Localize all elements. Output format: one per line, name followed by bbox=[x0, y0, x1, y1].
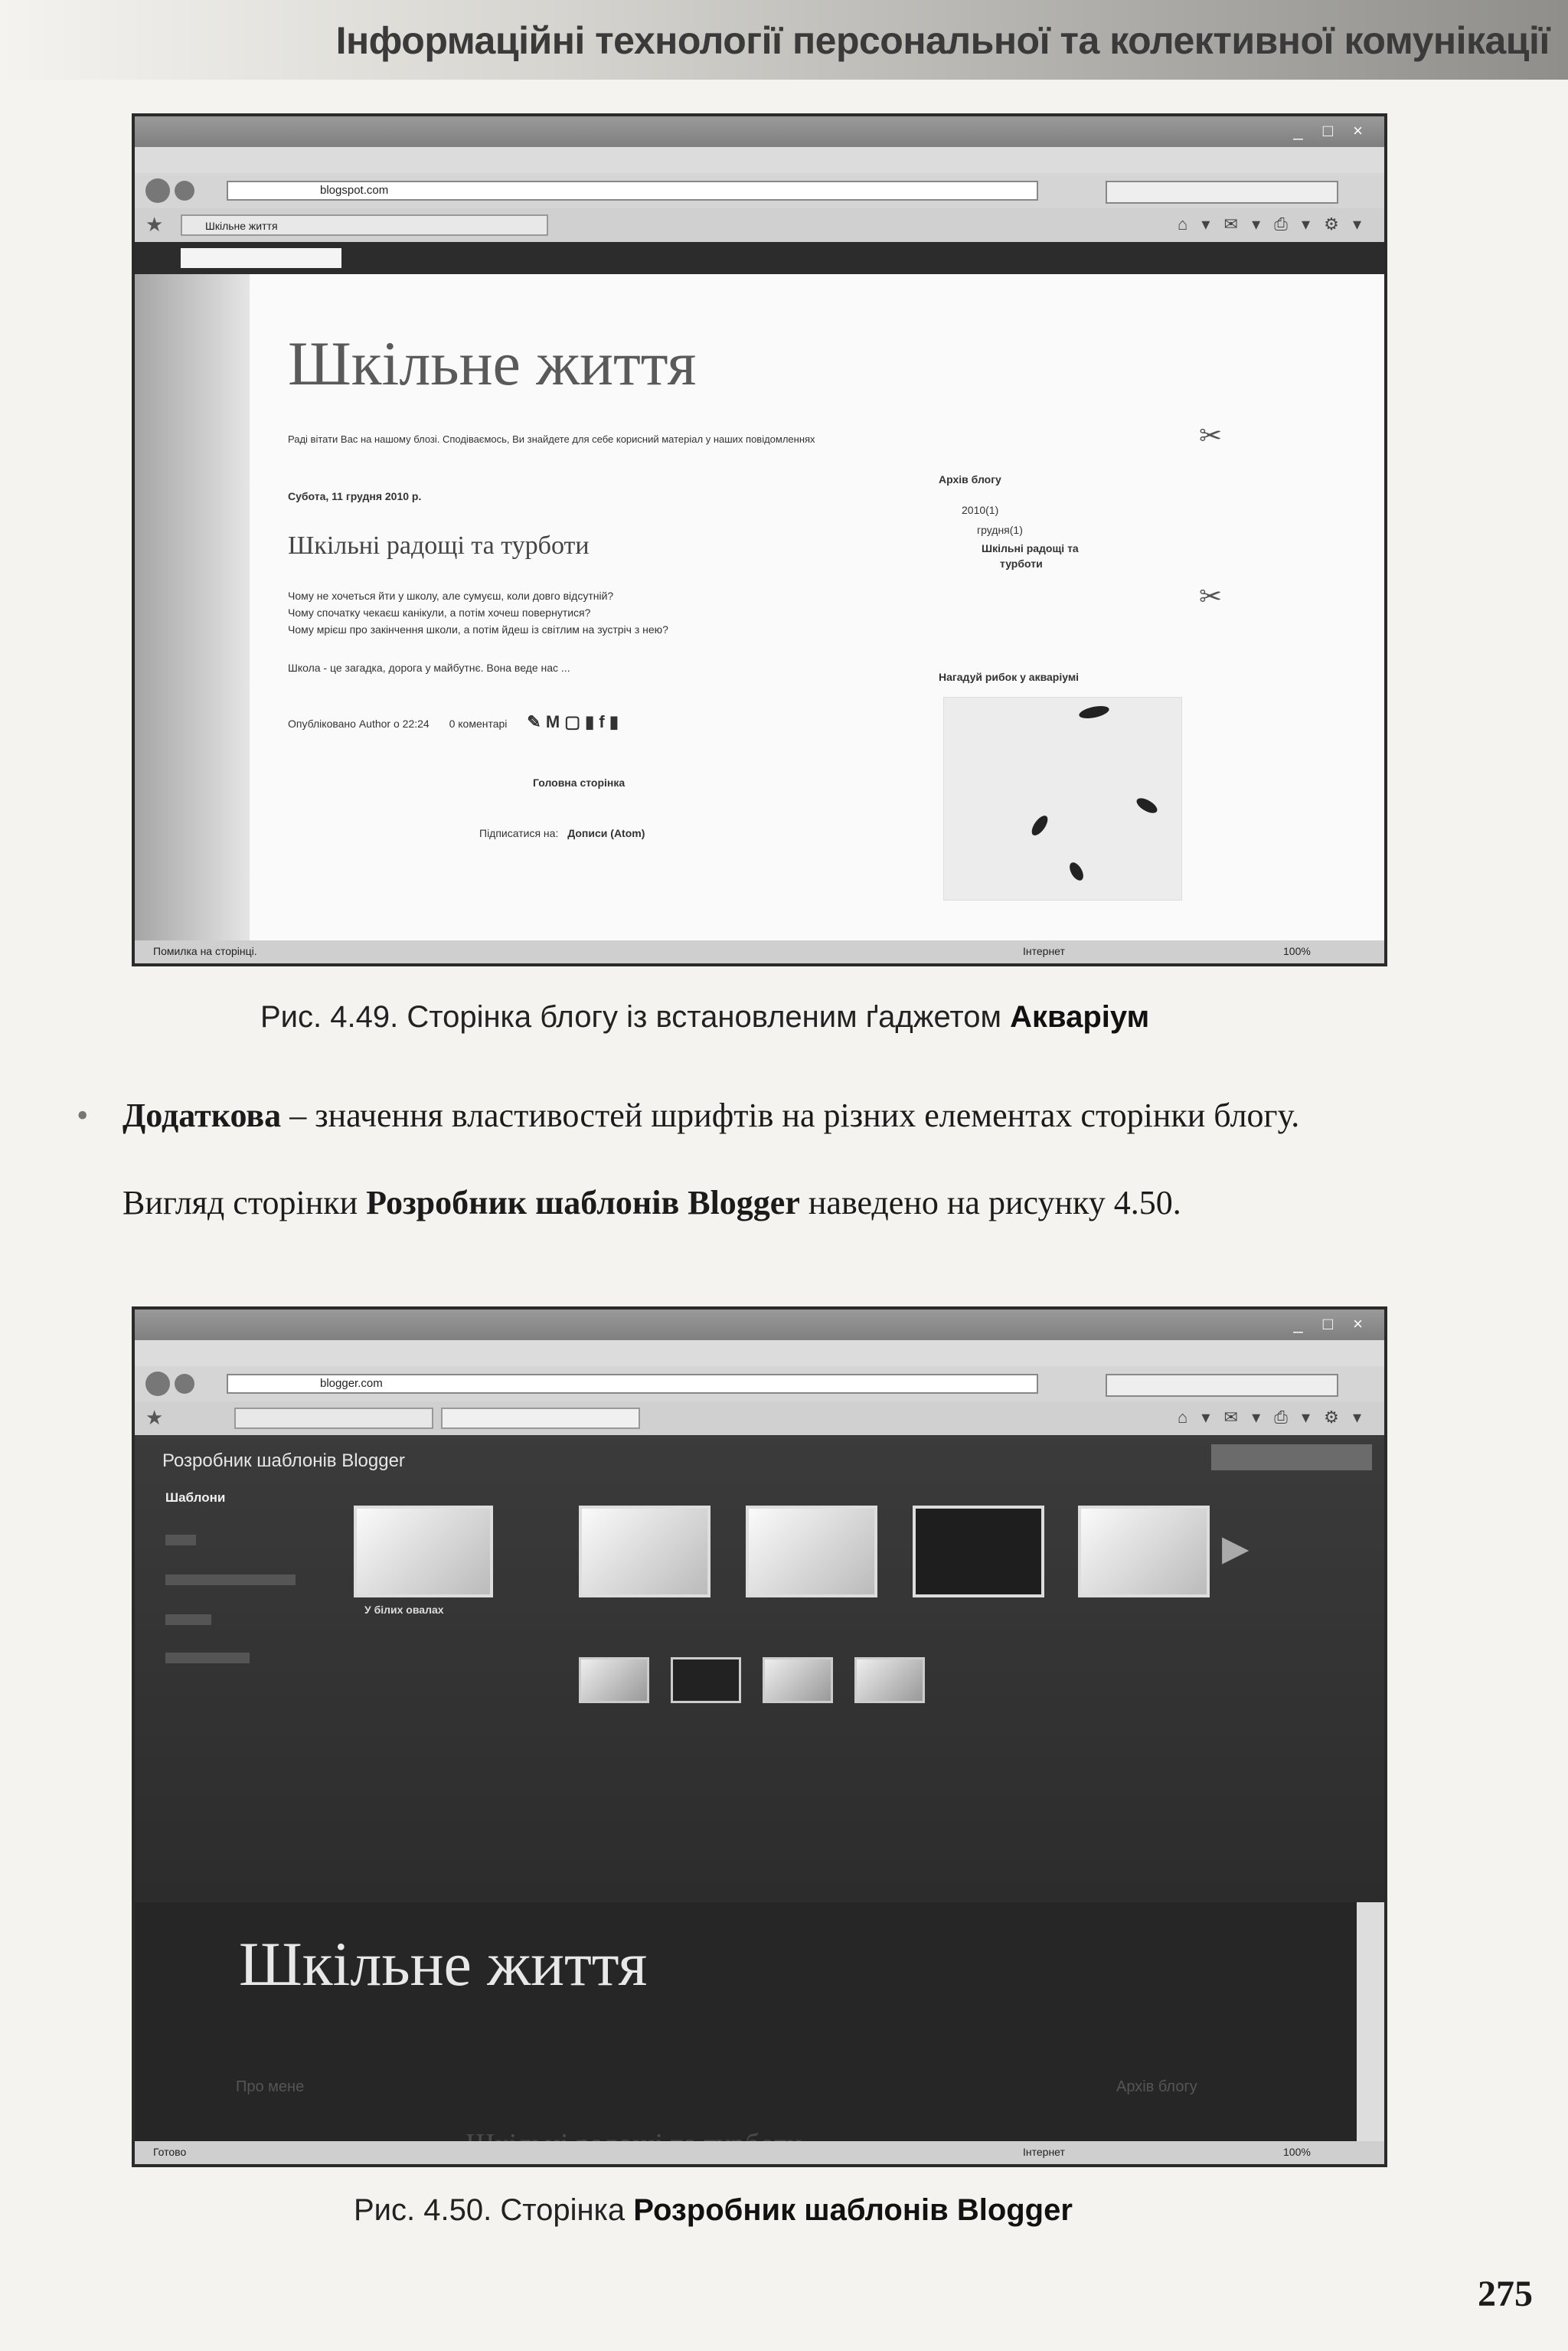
subscribe-atom-link[interactable]: Дописи (Atom) bbox=[567, 827, 645, 839]
browser-statusbar bbox=[135, 2141, 1384, 2164]
post-line-1: Чому не хочеться йти у школу, але сумуєш, коли довго відсутній? bbox=[288, 590, 614, 602]
archive-post-2[interactable]: турботи bbox=[1000, 558, 1043, 570]
edit-tool-icon[interactable]: ✂ bbox=[1199, 420, 1223, 451]
post-footer bbox=[288, 712, 619, 732]
preview-blog-title: Шкільне життя bbox=[239, 1929, 648, 1999]
tab-blog[interactable] bbox=[234, 1408, 433, 1429]
variant-thumb[interactable] bbox=[579, 1657, 649, 1703]
template-thumb-selected[interactable] bbox=[354, 1506, 493, 1597]
browser-titlebar bbox=[135, 116, 1384, 147]
blog-preview bbox=[135, 1902, 1357, 2141]
subscribe-line bbox=[479, 827, 645, 839]
preview-scrollbar[interactable] bbox=[1357, 1902, 1384, 2141]
apply-to-blog-button[interactable] bbox=[1211, 1444, 1372, 1470]
address-input[interactable]: blogspot.com bbox=[227, 181, 1038, 201]
figure-4-49-screenshot bbox=[132, 113, 1387, 966]
tab-blog[interactable]: Шкільне життя bbox=[181, 214, 548, 236]
favorites-bar bbox=[135, 1401, 1384, 1435]
browser-address-bar bbox=[135, 173, 1384, 208]
template-designer-panel bbox=[135, 1435, 1384, 1902]
post-author: Опубліковано Author о 22:24 bbox=[288, 718, 430, 730]
term-additional: Додаткова bbox=[122, 1097, 282, 1134]
variant-thumb[interactable] bbox=[671, 1657, 741, 1703]
browser-statusbar bbox=[135, 940, 1384, 963]
post-line-2: Чому спочатку чекаєш канікули, а потім хочеш повернутися? bbox=[288, 607, 591, 619]
caption-2-prefix: Рис. 4.50. Сторінка bbox=[354, 2193, 634, 2227]
fish-icon[interactable] bbox=[1029, 813, 1051, 839]
body-bullet-paragraph bbox=[77, 1094, 1485, 1138]
blog-title: Шкільне життя bbox=[288, 329, 697, 398]
variant-thumb[interactable] bbox=[854, 1657, 925, 1703]
term-definition: – значення властивостей шрифтів на різних елементах сторінки блогу. bbox=[281, 1097, 1300, 1134]
variant-thumb[interactable] bbox=[763, 1657, 833, 1703]
toolbar-icons[interactable]: ⌂ ▾ ✉ ▾ ⎙ ▾ ⚙ ▾ bbox=[1177, 214, 1366, 234]
preview-archive-title: Архів блогу bbox=[1116, 2078, 1197, 2095]
fish-icon[interactable] bbox=[1078, 704, 1110, 721]
browser-menubar bbox=[135, 147, 1384, 173]
search-input[interactable] bbox=[1106, 1374, 1338, 1397]
favorites-star-icon[interactable]: ★ bbox=[145, 1406, 164, 1429]
bullet-marker: • bbox=[77, 1097, 89, 1134]
template-label: У білих овалах bbox=[364, 1604, 444, 1616]
figure-4-50-screenshot bbox=[132, 1306, 1387, 2167]
post-extra: Школа - це загадка, дорога у майбутнє. Вона веде нас ... bbox=[288, 662, 570, 674]
blogger-navbar bbox=[135, 242, 1384, 274]
status-text: Помилка на сторінці. bbox=[153, 945, 257, 957]
status-text: Готово bbox=[153, 2146, 187, 2158]
search-input[interactable] bbox=[1106, 181, 1338, 204]
window-controls-icon[interactable]: _ □ × bbox=[1293, 1314, 1370, 1333]
gadget-title: Нагадуй рибок у акваріумі bbox=[939, 671, 1080, 683]
address-input[interactable]: blogger.com bbox=[227, 1374, 1038, 1394]
edit-tool-icon-2[interactable]: ✂ bbox=[1199, 580, 1223, 612]
status-zone: Інтернет bbox=[1023, 945, 1065, 957]
browser-address-bar bbox=[135, 1366, 1384, 1401]
browser-titlebar bbox=[135, 1310, 1384, 1340]
blogger-search-box[interactable] bbox=[181, 248, 341, 268]
page-number: 275 bbox=[1478, 2274, 1533, 2314]
post-line-3: Чому мрієш про закінчення школи, а потім йдеш із світлим на зустріч з нею? bbox=[288, 623, 668, 636]
post-date: Субота, 11 грудня 2010 р. bbox=[288, 490, 422, 502]
home-page-link[interactable]: Головна сторінка bbox=[533, 777, 626, 789]
browser-menubar bbox=[135, 1340, 1384, 1366]
next-templates-arrow-icon[interactable]: ▶ bbox=[1222, 1528, 1250, 1568]
nav-item[interactable] bbox=[165, 1653, 250, 1663]
nav-templates[interactable]: Шаблони bbox=[165, 1490, 226, 1505]
status-zoom[interactable]: 100% bbox=[1283, 945, 1311, 957]
template-thumb[interactable] bbox=[579, 1506, 710, 1597]
window-controls-icon[interactable]: _ □ × bbox=[1293, 121, 1370, 140]
archive-month[interactable]: грудня(1) bbox=[977, 524, 1023, 536]
caption-1-bold: Акваріум bbox=[1010, 1000, 1150, 1034]
post-title[interactable]: Шкільні радощі та турботи bbox=[288, 531, 590, 560]
subscribe-prefix: Підписатися на: bbox=[479, 827, 559, 839]
favorites-star-icon[interactable]: ★ bbox=[145, 213, 164, 236]
back-icon[interactable] bbox=[145, 178, 170, 203]
blog-subtitle: Раді вітати Вас на нашому блозі. Сподіваємось, Ви знайдете для себе корисний матеріал у наших повідомленнях bbox=[288, 433, 815, 445]
fish-icon[interactable] bbox=[1067, 860, 1086, 883]
page-header-title: Інформаційні технології персональної та колективної комунікації bbox=[335, 19, 1550, 62]
nav-item[interactable] bbox=[165, 1614, 211, 1625]
tab-designer[interactable] bbox=[441, 1408, 640, 1429]
template-thumb[interactable] bbox=[1078, 1506, 1210, 1597]
archive-title: Архів блогу bbox=[939, 473, 1001, 486]
share-buttons-icon[interactable]: ✎ M ▢ ▮ f ▮ bbox=[527, 712, 619, 731]
blog-page bbox=[250, 274, 1387, 940]
figure-4-50-caption bbox=[354, 2193, 1073, 2228]
preview-sidebar-heading: Про мене bbox=[236, 2078, 305, 2095]
nav-item[interactable] bbox=[165, 1535, 196, 1545]
archive-post-1[interactable]: Шкільні радощі та bbox=[982, 542, 1079, 554]
aquarium-gadget[interactable] bbox=[943, 697, 1182, 901]
status-zoom[interactable]: 100% bbox=[1283, 2146, 1311, 2158]
caption-2-bold: Розробник шаблонів Blogger bbox=[633, 2193, 1073, 2227]
archive-year[interactable]: 2010(1) bbox=[962, 504, 999, 516]
body-paragraph bbox=[77, 1181, 1439, 1225]
post-comments-link[interactable]: 0 коментарі bbox=[449, 718, 508, 730]
fish-icon[interactable] bbox=[1135, 795, 1160, 816]
forward-icon[interactable] bbox=[175, 181, 194, 201]
toolbar-icons[interactable]: ⌂ ▾ ✉ ▾ ⎙ ▾ ⚙ ▾ bbox=[1177, 1408, 1366, 1427]
status-zone: Інтернет bbox=[1023, 2146, 1065, 2158]
para-suffix: наведено на рисунку 4.50. bbox=[799, 1184, 1181, 1221]
figure-4-49-caption bbox=[260, 1000, 1149, 1035]
favorites-bar bbox=[135, 208, 1384, 242]
forward-icon[interactable] bbox=[175, 1374, 194, 1394]
template-thumb[interactable] bbox=[913, 1506, 1044, 1597]
para-prefix: Вигляд сторінки bbox=[122, 1184, 367, 1221]
back-icon[interactable] bbox=[145, 1372, 170, 1396]
nav-item[interactable] bbox=[165, 1574, 296, 1585]
caption-1-prefix: Рис. 4.49. Сторінка блогу із встановленим ґаджетом bbox=[260, 1000, 1011, 1034]
template-thumb[interactable] bbox=[746, 1506, 877, 1597]
para-bold: Розробник шаблонів Blogger bbox=[366, 1184, 800, 1221]
designer-title: Розробник шаблонів Blogger bbox=[162, 1450, 405, 1471]
